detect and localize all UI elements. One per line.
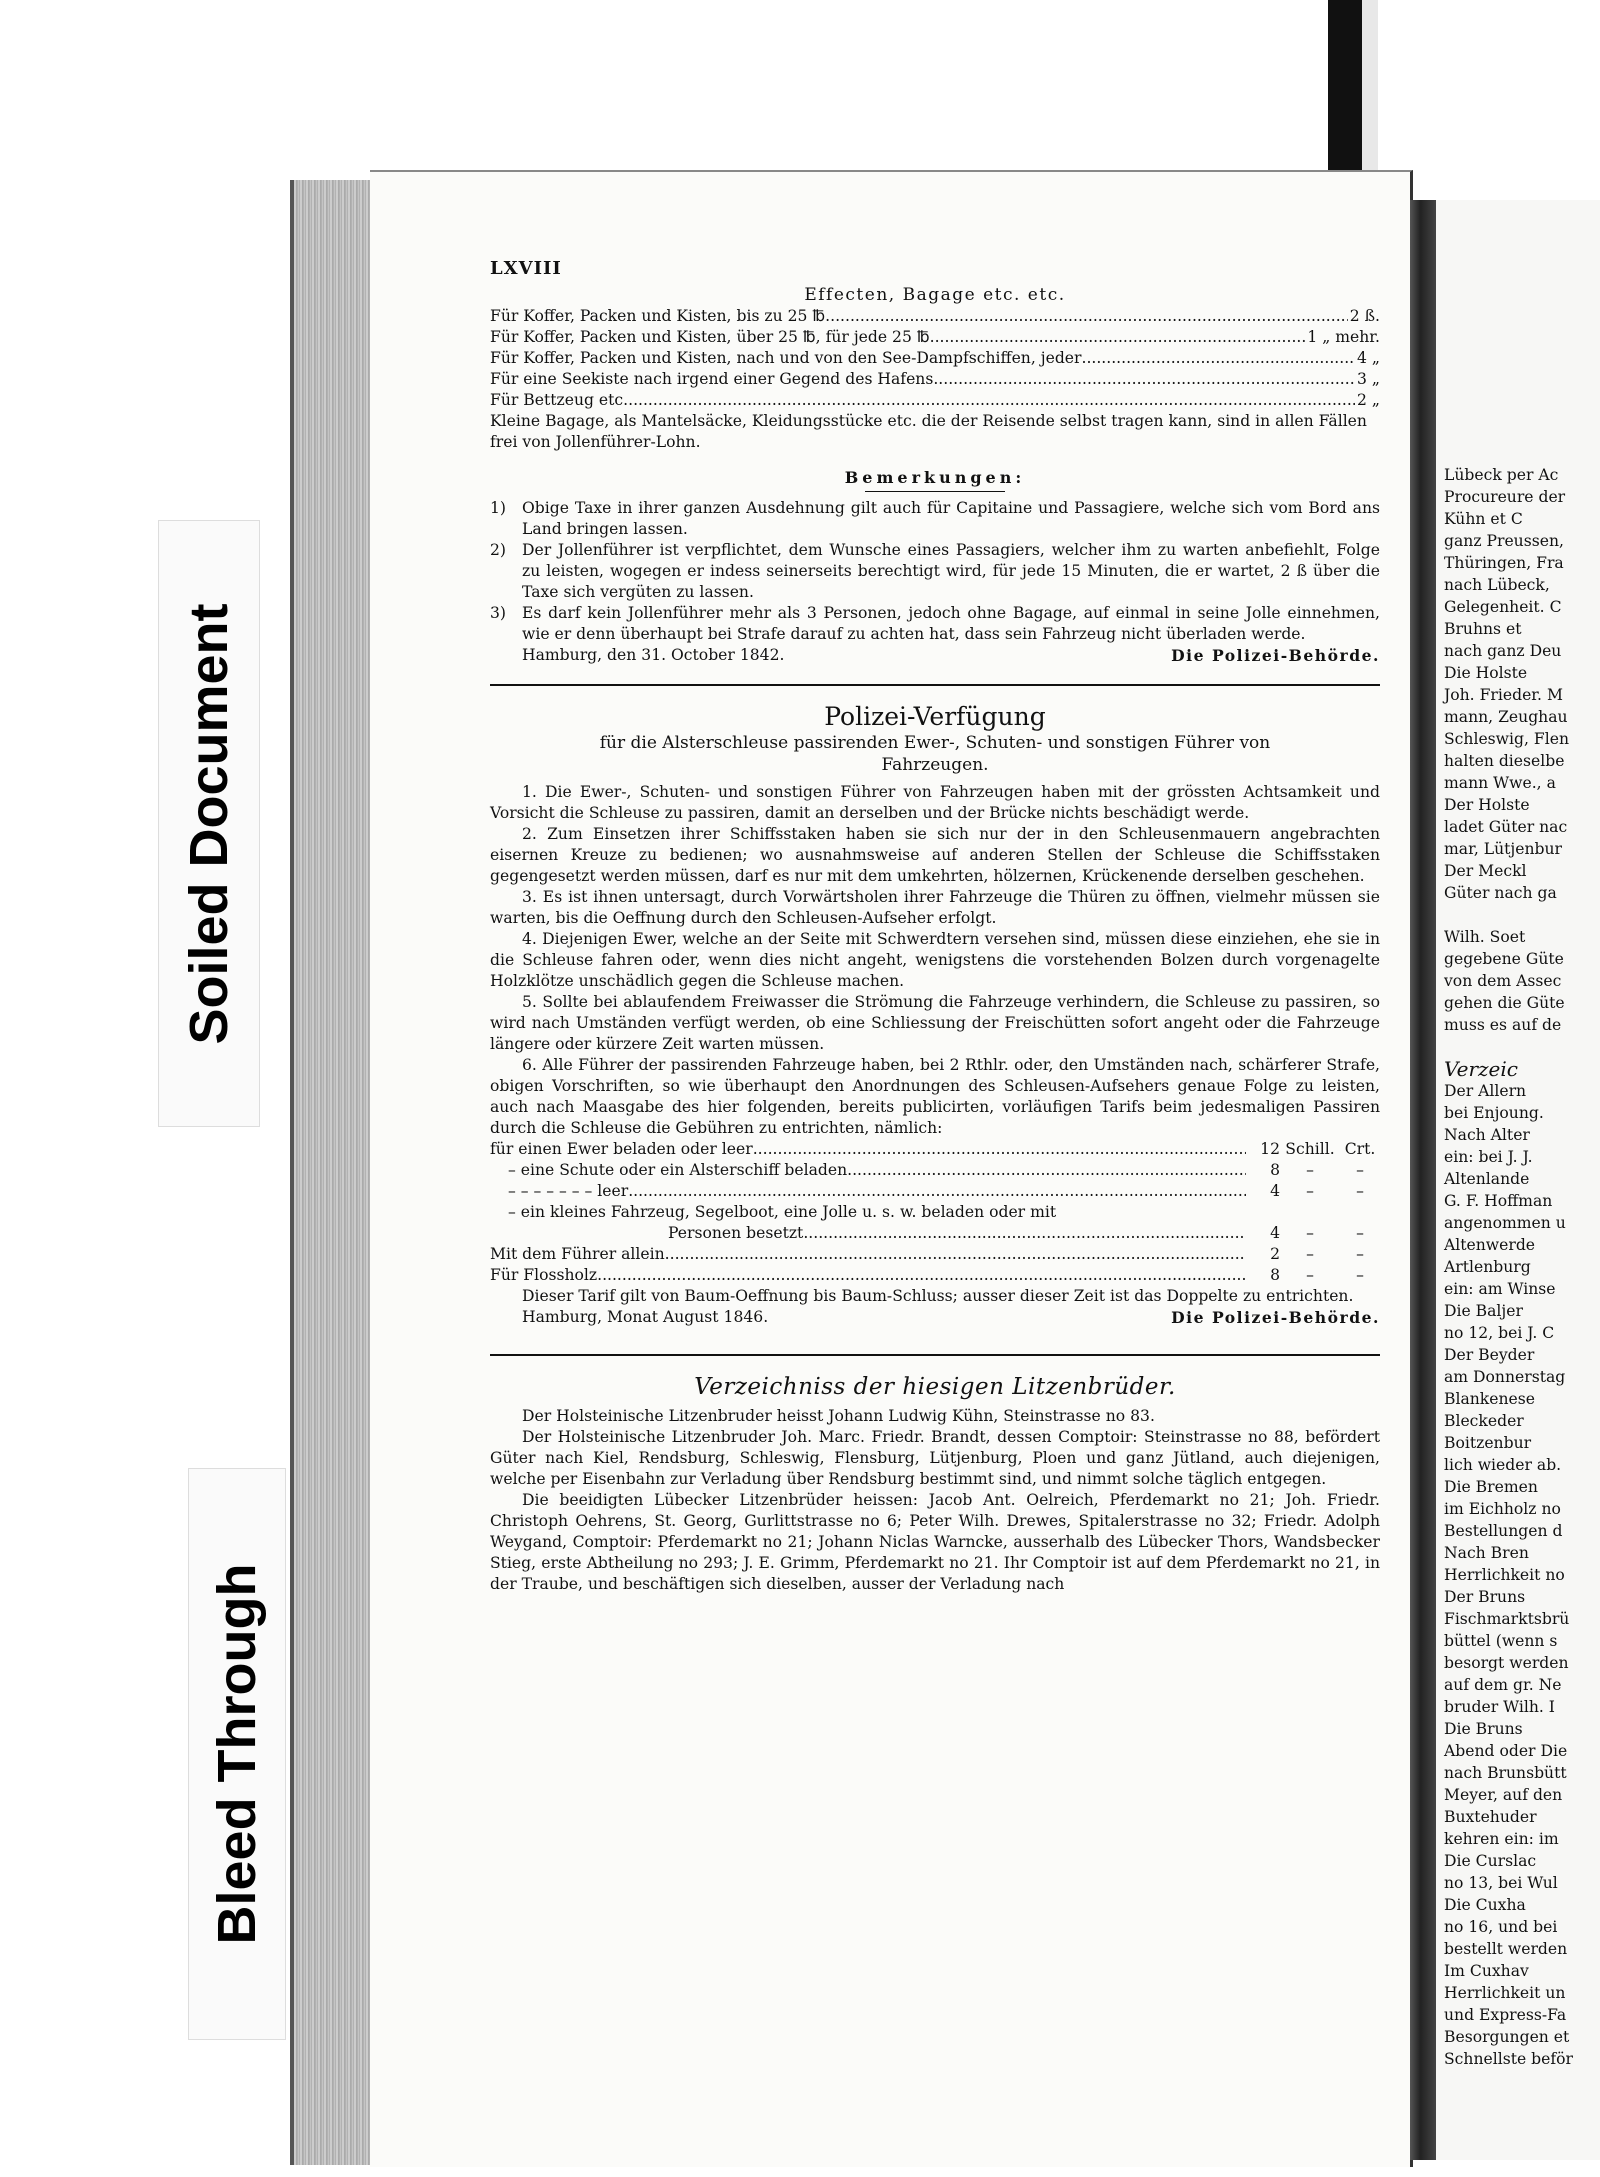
remarks-list (490, 498, 1380, 645)
right-page-line: Die Bremen (1444, 1478, 1538, 1496)
right-page-line: Die Holste (1444, 664, 1528, 682)
right-page-line: Der Beyder (1444, 1346, 1535, 1364)
decree-authority: Die Polizei-Behörde. (1171, 1308, 1380, 1327)
right-page-line: Nach Bren (1444, 1544, 1529, 1562)
right-page-line: Der Allern (1444, 1082, 1527, 1100)
right-page-line: muss es auf de (1444, 1016, 1562, 1034)
tariff-row-label: – – – – – – – leer (508, 1182, 629, 1200)
right-page-line: Die Cuxha (1444, 1896, 1526, 1914)
tariff-amount: 12 (1260, 1140, 1280, 1158)
tariff-currency: Crt. (1344, 1140, 1376, 1158)
bleed-through-text: Bleed Through (207, 1563, 267, 1945)
tariff-row-unit (1280, 1202, 1340, 1223)
tariff-row-unit: – (1306, 1224, 1314, 1242)
right-page-line: büttel (wenn s (1444, 1632, 1558, 1650)
tariff-row (490, 1223, 1380, 1244)
leader-dots (597, 1265, 1246, 1286)
tariff-row (490, 1265, 1380, 1286)
right-page-line: Abend oder Die (1444, 1742, 1568, 1760)
tariff-row-amount: 8 (1270, 1266, 1280, 1284)
right-page-line: Procureure der (1444, 488, 1566, 506)
right-page-line: bruder Wilh. I (1444, 1698, 1555, 1716)
tariff-rows (490, 1160, 1380, 1286)
right-page-line: bei Enjoung. (1444, 1104, 1544, 1122)
right-page-line: bestellt werden (1444, 1940, 1568, 1958)
right-page-line: Kühn et C (1444, 510, 1523, 528)
tariff-row-amount (1246, 1202, 1280, 1223)
right-page-line: ein: am Winse (1444, 1280, 1556, 1298)
divider (865, 491, 1005, 492)
right-page-line: auf dem gr. Ne (1444, 1676, 1562, 1694)
tariff-row-unit: – (1306, 1266, 1314, 1284)
page-edges (290, 180, 374, 2165)
effects-item-value: 2 ß. (1349, 307, 1380, 325)
right-page-line: Meyer, auf den (1444, 1786, 1563, 1804)
remark-item (490, 498, 1380, 540)
remarks-signature (490, 645, 1380, 666)
right-page-line: Nach Alter (1444, 1126, 1530, 1144)
right-page-line: mar, Lütjenbur (1444, 840, 1562, 858)
right-page-line: Im Cuxhav (1444, 1962, 1529, 1980)
decree-paragraph: 3. Es ist ihnen untersagt, durch Vorwärtsholen ihrer Fahrzeuge die Thüren zu öffnen, vielmehr müssen sie warten, bis die Oeffnung durch den Schleusen-Aufseher erfolgt. (490, 888, 1380, 927)
right-page-line: Verzeic (1444, 1057, 1518, 1081)
right-page-line: G. F. Hoffman (1444, 1192, 1553, 1210)
right-page-line: von dem Assec (1444, 972, 1562, 990)
tariff-header (490, 1139, 1380, 1160)
effects-item (490, 306, 1380, 327)
small-baggage-note: Kleine Bagage, als Mantelsäcke, Kleidungsstücke etc. die der Reisende selbst tragen kann, sind in allen Fällen frei von Jollenführer-Lohn. (490, 412, 1367, 451)
remark-number: 2) (490, 541, 507, 559)
effects-item-value: 1 „ mehr. (1307, 328, 1380, 346)
tariff-row-label: Mit dem Führer allein (490, 1245, 665, 1263)
soiled-document-label (158, 520, 260, 1127)
right-page-line: angenommen u (1444, 1214, 1566, 1232)
tariff-row-currency: – (1356, 1224, 1364, 1242)
decree-paragraphs (490, 782, 1380, 1139)
right-page-line: gegebene Güte (1444, 950, 1564, 968)
right-page (1436, 200, 1600, 2160)
decree-signature (490, 1307, 1380, 1328)
right-page-line: no 13, bei Wul (1444, 1874, 1558, 1892)
effects-item-value: 2 „ (1357, 391, 1380, 409)
right-page-line: Thüringen, Fra (1444, 554, 1564, 572)
right-page-line: Wilh. Soet (1444, 928, 1526, 946)
effects-item (490, 390, 1380, 411)
decree-title: Polizei-Verfügung (824, 702, 1046, 731)
right-page-line: nach Lübeck, (1444, 576, 1550, 594)
tariff-row-unit: – (1306, 1182, 1314, 1200)
tariff-row-amount: 8 (1270, 1161, 1280, 1179)
right-page-text (1444, 464, 1600, 2070)
tariff-row-currency: – (1356, 1161, 1364, 1179)
right-page-line: Altenwerde (1444, 1236, 1536, 1254)
effects-item-label: Für Koffer, Packen und Kisten, bis zu 25 ℔ (490, 307, 826, 325)
right-page-line: Boitzenbur (1444, 1434, 1532, 1452)
right-page-line: Herrlichkeit no (1444, 1566, 1565, 1584)
litzen-paragraph: Die beeidigten Lübecker Litzenbrüder heissen: Jacob Ant. Oelreich, Pferdemarkt no 21; Joh. Friedr. Christoph Oehrens, St. Georg, Gurlittstrasse no 6; Peter Wilh. Drewes, Spitalerstrasse no 32; Friedr. Adolph Weygand, Comptoir: Pferdemarkt no 21; Johann Niclas Warncke, ausserhalb des Lübecker Thors, Wandsbecker Stieg, erste Abtheilung no 293; J. E. Grimm, Pferdemarkt no 21. Ihr Comptoir ist auf dem Pferdemarkt no 21, in der Traube, und beschäftigen sich dieselben, ausser der Verladung nach (490, 1491, 1380, 1593)
right-page-line: im Eichholz no (1444, 1500, 1561, 1518)
leader-dots (1081, 348, 1355, 369)
tariff-label: für einen Ewer beladen oder leer (490, 1140, 753, 1158)
tariff-note: Dieser Tarif gilt von Baum-Oeffnung bis Baum-Schluss; ausser dieser Zeit ist das Doppelte zu entrichten. (522, 1287, 1354, 1305)
right-page-line: ein: bei J. J. (1444, 1148, 1533, 1166)
right-page-line: Besorgungen et (1444, 2028, 1570, 2046)
remark-text: Obige Taxe in ihrer ganzen Ausdehnung gilt auch für Capitaine und Passagiere, welche sich vom Bord ans Land bringen lassen. (522, 499, 1380, 538)
effects-item-label: Für eine Seekiste nach irgend einer Gegend des Hafens (490, 370, 934, 388)
right-page-line: Herrlichkeit un (1444, 1984, 1566, 2002)
leader-dots (847, 1160, 1246, 1181)
effects-list (490, 306, 1380, 411)
leader-dots (930, 327, 1306, 348)
remark-item (490, 603, 1380, 645)
right-page-line: am Donnerstag (1444, 1368, 1566, 1386)
right-page-line (1444, 904, 1600, 926)
right-page-line: Der Meckl (1444, 862, 1527, 880)
leader-dots (803, 1223, 1246, 1244)
leader-dots (628, 1181, 1246, 1202)
tariff-row-currency (1340, 1202, 1380, 1223)
right-page-line: Buxtehuder (1444, 1808, 1537, 1826)
right-page-line: nach Brunsbütt (1444, 1764, 1567, 1782)
right-page-line: Schnellste beför (1444, 2050, 1573, 2068)
litzen-title: Verzeichniss der hiesigen Litzenbrüder. (694, 1374, 1176, 1400)
right-page-line: Blankenese (1444, 1390, 1535, 1408)
remark-text: Der Jollenführer ist verpflichtet, dem Wunsche eines Passagiers, welcher ihm zu warten anbefiehlt, Folge zu leisten, wogegen er indess seinerseits berechtigt wird, für jede 15 Minuten, die er wartet, 2 ß über die Taxe sich vergüten zu lassen. (522, 541, 1380, 601)
right-page-line: Fischmarktsbrü (1444, 1610, 1570, 1628)
page-content (490, 258, 1380, 1595)
right-page-line: Schleswig, Flen (1444, 730, 1569, 748)
right-page-line: Altenlande (1444, 1170, 1530, 1188)
right-page-line: Joh. Frieder. M (1444, 686, 1563, 704)
right-page-line: kehren ein: im (1444, 1830, 1559, 1848)
right-page-line: lich wieder ab. (1444, 1456, 1562, 1474)
right-page-line: Lübeck per Ac (1444, 466, 1559, 484)
right-page-line: gehen die Güte (1444, 994, 1565, 1012)
spacer (1056, 1202, 1246, 1223)
remark-text: Es darf kein Jollenführer mehr als 3 Personen, jedoch ohne Bagage, auf einmal in seine Jolle einnehmen, wie er denn überhaupt bei Strafe darauf zu achten hat, dass sein Fahrzeug nicht überladen werde. (522, 604, 1380, 643)
right-page-line: ganz Preussen, (1444, 532, 1564, 550)
decree-subtitle: für die Alsterschleuse passirenden Ewer-, Schuten- und sonstigen Führer von Fahrzeugen. (599, 733, 1271, 775)
tariff-row-amount: 2 (1270, 1245, 1280, 1263)
book-gutter (1410, 200, 1436, 2160)
tariff-row (490, 1181, 1380, 1202)
remarks-heading: Bemerkungen: (844, 468, 1026, 487)
right-page-line: ladet Güter nac (1444, 818, 1568, 836)
tariff-row (490, 1202, 1380, 1223)
remark-item (490, 540, 1380, 603)
tariff-unit: Schill. (1285, 1140, 1335, 1158)
right-page-line: halten dieselbe (1444, 752, 1565, 770)
effects-item-label: Für Koffer, Packen und Kisten, nach und von den See-Dampfschiffen, jeder (490, 349, 1082, 367)
effects-heading: Effecten, Bagage etc. etc. (804, 285, 1066, 305)
right-page-line: nach ganz Deu (1444, 642, 1562, 660)
tariff-row-label: – eine Schute oder ein Alsterschiff beladen (508, 1161, 848, 1179)
decree-paragraph: 6. Alle Führer der passirenden Fahrzeuge haben, bei 2 Rthlr. oder, den Umständen nach, schärferer Strafe, obigen Vorschriften, so wie überhaupt den Anordnungen des Schleusen-Aufsehers genaue Folge zu leisten, auch nach Maasgabe des hier folgenden, bereits publicirten, vorläufigen Tarifs beim jedesmaligen Passiren durch die Schleuse die Gebühren zu entrichten, nämlich: (490, 1056, 1380, 1137)
effects-item (490, 348, 1380, 369)
effects-item-label: Für Koffer, Packen und Kisten, über 25 ℔, für jede 25 ℔ (490, 328, 930, 346)
decree-paragraph: 5. Sollte bei ablaufendem Freiwasser die Strömung die Fahrzeuge verhindern, die Schleuse zu passiren, so wird nach Umständen verfügt werden, ob eine Schliessung der Freischütten sofort angeht oder die Fahrzeuge längere oder kürzere Zeit warten müssen. (490, 993, 1380, 1053)
tariff-row (490, 1160, 1380, 1181)
remarks-authority: Die Polizei-Behörde. (1171, 646, 1380, 665)
right-page-line: Bestellungen d (1444, 1522, 1563, 1540)
section-rule (490, 684, 1380, 686)
right-page-line: mann, Zeughau (1444, 708, 1568, 726)
right-page-line: Bleckeder (1444, 1412, 1524, 1430)
tariff-row-amount: 4 (1270, 1182, 1280, 1200)
tariff-row-label: Personen besetzt (668, 1224, 804, 1242)
leader-dots (933, 369, 1355, 390)
decree-date: Hamburg, Monat August 1846. (522, 1308, 769, 1326)
left-page (370, 170, 1413, 2167)
right-page-line: Die Baljer (1444, 1302, 1523, 1320)
tariff-row-currency: – (1356, 1245, 1364, 1263)
tariff-row-currency: – (1356, 1182, 1364, 1200)
effects-item-label: Für Bettzeug etc. (490, 391, 629, 409)
right-page-line (1444, 1036, 1600, 1058)
right-page-line: Bruhns et (1444, 620, 1522, 638)
effects-item-value: 3 „ (1357, 370, 1380, 388)
section-rule (490, 1354, 1380, 1356)
right-page-line: Artlenburg (1444, 1258, 1531, 1276)
right-page-line: no 12, bei J. C (1444, 1324, 1555, 1342)
right-page-line: Güter nach ga (1444, 884, 1557, 902)
right-page-line: Der Bruns (1444, 1588, 1526, 1606)
right-page-line: no 16, und bei (1444, 1918, 1558, 1936)
right-page-line: Die Curslac (1444, 1852, 1537, 1870)
effects-item (490, 369, 1380, 390)
decree-paragraph: 4. Diejenigen Ewer, welche an der Seite mit Schwerdtern versehen sind, müssen diese einziehen, ehe sie in die Schleuse fahren oder, wenn dies nicht angeht, wenigstens die vorstehenden Bolzen durch vorgenagelte Holzklötze unschädlich gegen die Schleuse machen. (490, 930, 1380, 990)
remarks-date: Hamburg, den 31. October 1842. (522, 646, 785, 664)
decree-paragraph: 2. Zum Einsetzen ihrer Schiffsstaken haben sie sich nur der in den Schleusenmauern angebrachten eisernen Kreuze zu bedienen; wo ausnahmsweise auf anderen Stellen der Schleuse die Schiffsstaken gegengesetzt werden müssen, darf es nur mit dem umkehrten, hölzernen, Krückenende derselben geschehen. (490, 825, 1380, 885)
remark-number: 1) (490, 499, 507, 517)
tariff-row-label: – ein kleines Fahrzeug, Segelboot, eine Jolle u. s. w. beladen oder mit (508, 1203, 1057, 1221)
book (290, 170, 1600, 2165)
right-page-line: Gelegenheit. C (1444, 598, 1562, 616)
litzen-paragraphs (490, 1406, 1380, 1595)
right-page-line: mann Wwe., a (1444, 774, 1556, 792)
effects-item-value: 4 „ (1357, 349, 1380, 367)
leader-dots (628, 390, 1355, 411)
remark-number: 3) (490, 604, 507, 622)
leader-dots (665, 1244, 1246, 1265)
tariff-row-unit: – (1306, 1161, 1314, 1179)
effects-item (490, 327, 1380, 348)
right-page-line: Die Bruns (1444, 1720, 1523, 1738)
litzen-paragraph: Der Holsteinische Litzenbruder Joh. Marc. Friedr. Brandt, dessen Comptoir: Steinstrasse no 88, befördert Güter nach Kiel, Rendsburg, Schleswig, Flensburg, Lütjenburg, Ploen und ganz Jütland, auch diejenigen, welche per Eisenbahn zur Verladung über Rendsburg bestimmt sind, und nimmt solche täglich entgegen. (490, 1428, 1380, 1488)
bleed-through-label (188, 1468, 286, 2040)
right-page-line: Der Holste (1444, 796, 1530, 814)
tariff-row (490, 1244, 1380, 1265)
decree-paragraph: 1. Die Ewer-, Schuten- und sonstigen Führer von Fahrzeugen haben mit der grössten Achtsamkeit und Vorsicht die Schleuse zu passiren, damit an derselben und der Brücke nichts beschädigt werde. (490, 783, 1380, 822)
tariff-row-unit: – (1306, 1245, 1314, 1263)
soiled-document-text: Soiled Document (179, 602, 239, 1045)
page-number: LXVIII (490, 258, 562, 279)
tariff-row-currency: – (1356, 1266, 1364, 1284)
leader-dots (825, 306, 1348, 327)
tariff-row-label: Für Flossholz (490, 1266, 598, 1284)
litzen-paragraph: Der Holsteinische Litzenbruder heisst Johann Ludwig Kühn, Steinstrasse no 83. (522, 1407, 1155, 1425)
right-page-line: und Express-Fa (1444, 2006, 1567, 2024)
tariff-row-amount: 4 (1270, 1224, 1280, 1242)
right-page-line: besorgt werden (1444, 1654, 1569, 1672)
